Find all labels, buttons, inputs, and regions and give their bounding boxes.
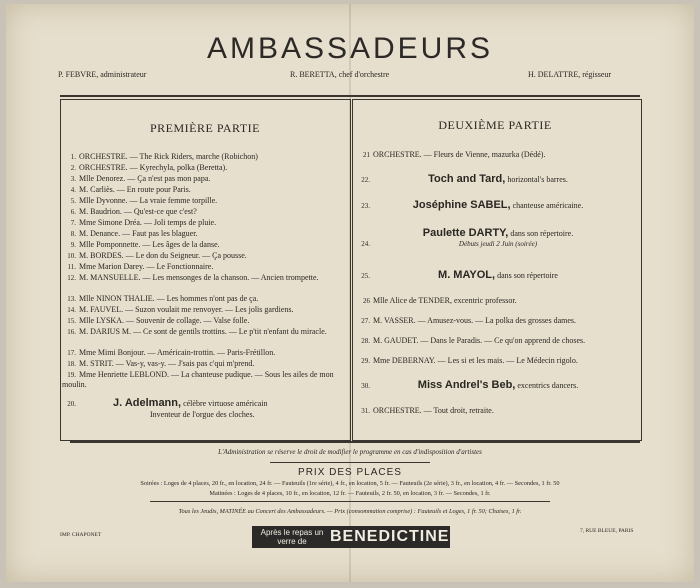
item-text: Mlle Alice de TENDER, excentric professor.	[373, 296, 517, 305]
programme-item	[62, 359, 342, 369]
item-number: 28.	[361, 337, 370, 345]
item-number: 6.	[70, 208, 76, 216]
matinee-prices: Matinées : Loges de 4 places, 10 fr., en location, 12 fr. — Fauteuils, 2 fr. 50, en location, 3 fr. — Secondes, 1 fr.	[209, 490, 491, 497]
item-text: M. MANSUELLE. — Les mensonges de la chanson. — Ancien trompette.	[79, 273, 319, 282]
programme-item	[356, 228, 636, 249]
programme-item	[356, 316, 636, 326]
programme-item	[62, 294, 342, 304]
item-text: M. DARIUS M. — Ce sont de gentils trottins. — Le p'tit n'enfant du miracle.	[79, 327, 327, 336]
performer-description: chanteuse américaine.	[512, 201, 584, 210]
programme-item-adelmann	[62, 398, 342, 409]
item-number: 4.	[70, 186, 76, 194]
ad-brand: BENEDICTINE	[330, 528, 450, 545]
performer-description: célèbre virtuose américain	[183, 399, 268, 408]
performer-note: Inventeur de l'orgue des cloches.	[150, 410, 255, 419]
item-number: 1.	[70, 153, 76, 161]
item-number: 24.	[361, 240, 370, 248]
item-number: 17.	[67, 349, 76, 357]
item-text: Mlle Pomponnette. — Les âges de la danse.	[79, 240, 220, 249]
item-number: 14.	[67, 306, 76, 314]
administration-notice: L'Administration se réserve le droit de modifier le programme en cas d'indisposition d'artistes	[218, 448, 482, 456]
item-number: 26	[363, 297, 370, 305]
part1-heading: PREMIÈRE PARTIE	[149, 121, 260, 135]
programme-item	[62, 229, 342, 239]
programme-item	[62, 196, 342, 206]
item-text: M. STRIT. — Vas-y, vas-y. — J'sais pas c'qui m'prend.	[79, 359, 255, 368]
performer-description: dans son répertoire.	[510, 229, 574, 238]
programme-item	[62, 316, 342, 326]
item-text: M. FAUVEL. — Suzon voulait me renvoyer. — Les jolis gardiens.	[79, 305, 294, 314]
item-text: Mme DEBERNAY. — Les si et les mais. — Le Médecin rigolo.	[373, 356, 578, 365]
item-number: 11.	[67, 263, 76, 271]
programme-item	[62, 163, 342, 173]
evening-prices: Soirées : Loges de 4 places, 20 fr., en location, 24 fr. — Fauteuils (1re série), 4 fr., en location, 5 fr. — Fauteuils (2e série), 3 fr., en location, 4 fr. — Secondes, 1 fr. 50	[140, 480, 560, 487]
featured-act	[373, 200, 623, 211]
debut-note: Débuts jeudi 2 Juin (soirée)	[458, 240, 538, 248]
item-number: 9.	[70, 241, 76, 249]
item-text: M. VASSER. — Amusez-vous. — La polka des grosses dames.	[373, 316, 577, 325]
programme-item	[356, 356, 636, 366]
programme-item	[62, 262, 342, 272]
item-number: 10.	[67, 252, 76, 260]
item-text: M. Carliès. — En route pour Paris.	[79, 185, 191, 194]
item-number: 16.	[67, 328, 76, 336]
item-number: 15.	[67, 317, 76, 325]
performer-name: Paulette DARTY,	[422, 227, 509, 239]
programme-item	[62, 240, 342, 250]
performer-name: J. Adelmann,	[113, 397, 182, 409]
benedictine-advertisement	[252, 526, 450, 548]
item-number: 2.	[70, 164, 76, 172]
prices-title: PRIX DES PLACES	[298, 467, 402, 478]
item-number: 19.	[67, 371, 76, 379]
item-number: 18.	[67, 360, 76, 368]
performer-name: Joséphine SABEL,	[412, 199, 511, 211]
performer-description: horizontal's barres.	[507, 175, 568, 184]
programme-item	[62, 174, 342, 184]
prices-rule-bottom	[150, 501, 550, 502]
featured-act	[373, 380, 623, 391]
programme-item	[356, 296, 636, 306]
programme-item	[62, 348, 342, 358]
programme-item	[62, 273, 342, 283]
printer-address: 7, RUE BLEUE, PARIS	[580, 528, 634, 534]
programme-item	[356, 406, 636, 416]
item-text: Mlle Dyvonne. — La vraie femme torpille.	[79, 196, 218, 205]
programme-item	[62, 185, 342, 195]
programme-title: AMBASSADEURS	[206, 32, 494, 65]
programme-item	[356, 174, 636, 185]
item-text: ORCHESTRE. — The Rick Riders, marche (Robichon)	[79, 152, 258, 161]
item-number: 22.	[361, 176, 370, 184]
prices-rule-top	[270, 462, 430, 463]
stage-manager-credit: H. DELATTRE, régisseur	[528, 70, 612, 79]
item-text: ORCHESTRE. — Fleurs de Vienne, mazurka (Dédé).	[373, 150, 546, 159]
item-number: 12.	[67, 274, 76, 282]
bottom-rule	[70, 441, 640, 443]
item-text: M. BORDES. — Le don du Seigneur. — Ça pousse.	[79, 251, 247, 260]
performer-name: Miss Andrel's Beb,	[417, 379, 516, 391]
item-text: M. Baudrion. — Qu'est-ce que c'est?	[79, 207, 197, 216]
printer-name: IMP. CHAPONET	[60, 532, 102, 538]
item-text: Mlle Denorez. — Ça n'est pas mon papa.	[79, 174, 211, 183]
item-text: ORCHESTRE. — Kyrechyla, polka (Beretta).	[79, 163, 228, 172]
programme-item	[356, 200, 636, 211]
item-text: Mme Simone Dréa. — Joli temps de pluie.	[79, 218, 217, 227]
item-number: 5.	[70, 197, 76, 205]
programme-item	[62, 251, 342, 261]
item-number: 3.	[70, 175, 76, 183]
item-number: 27.	[361, 317, 370, 325]
item-text: Mme Marion Darey. — Le Fonctionnaire.	[79, 262, 214, 271]
programme-item	[62, 305, 342, 315]
item-number: 29.	[361, 357, 370, 365]
item-text: Mlle LYSKA. — Souvenir de collage. — Valse folle.	[79, 316, 250, 325]
performer-description: excentrics dancers.	[517, 381, 579, 390]
programme-item	[62, 207, 342, 217]
featured-act	[373, 228, 623, 249]
performer-description: dans son répertoire	[497, 271, 558, 280]
featured-act	[373, 270, 623, 281]
top-rule	[60, 95, 640, 97]
item-text: Mme Mimi Bonjour. — Américain-trottin. — Paris-Frétillon.	[79, 348, 276, 357]
item-text: ORCHESTRE. — Tout droit, retraite.	[373, 406, 494, 415]
item-number: 31.	[361, 407, 370, 415]
item-number: 13.	[67, 295, 76, 303]
ad-tagline: Après le repas un verre de	[260, 528, 324, 546]
programme-item	[356, 270, 636, 281]
featured-act	[373, 174, 623, 185]
performer-name: Toch and Tard,	[428, 173, 506, 185]
item-number: 25.	[361, 272, 370, 280]
programme-item	[356, 380, 636, 391]
item-number: 23.	[361, 202, 370, 210]
part2-heading: DEUXIÈME PARTIE	[438, 118, 552, 132]
item-number: 30.	[361, 382, 370, 390]
programme-item	[62, 327, 342, 337]
item-text: M. GAUDET. — Dans le Paradis. — Ce qu'on apprend de choses.	[373, 336, 586, 345]
performer-name: M. MAYOL,	[438, 269, 496, 281]
item-text: Mme Henriette LEBLOND. — La chanteuse pudique. — Sous les ailes de mon moulin.	[62, 370, 334, 389]
item-number: 20.	[67, 400, 76, 408]
item-number: 8.	[70, 230, 76, 238]
programme-item	[62, 370, 342, 390]
conductor-credit: R. BERETTA, chef d'orchestre	[290, 70, 390, 79]
thursday-matinee-notice: Tous les Jeudis, MATINÉE au Concert des Ambassadeurs. — Prix (consommation comprise) : Fauteuils et Loges, 1 fr. 50; Chaises, 1 fr.	[178, 508, 522, 515]
administrator-credit: P. FEBVRE, administrateur	[58, 70, 147, 79]
programme-item	[62, 152, 342, 162]
programme-item	[356, 336, 636, 346]
item-number: 7.	[70, 219, 76, 227]
programme-item	[62, 218, 342, 228]
item-text: M. Denance. — Faut pas les blaguer.	[79, 229, 198, 238]
item-text: Mlle NINON THALIE. — Les hommes n'ont pas de ça.	[79, 294, 259, 303]
item-number: 21	[363, 151, 370, 159]
programme-item	[356, 150, 636, 160]
